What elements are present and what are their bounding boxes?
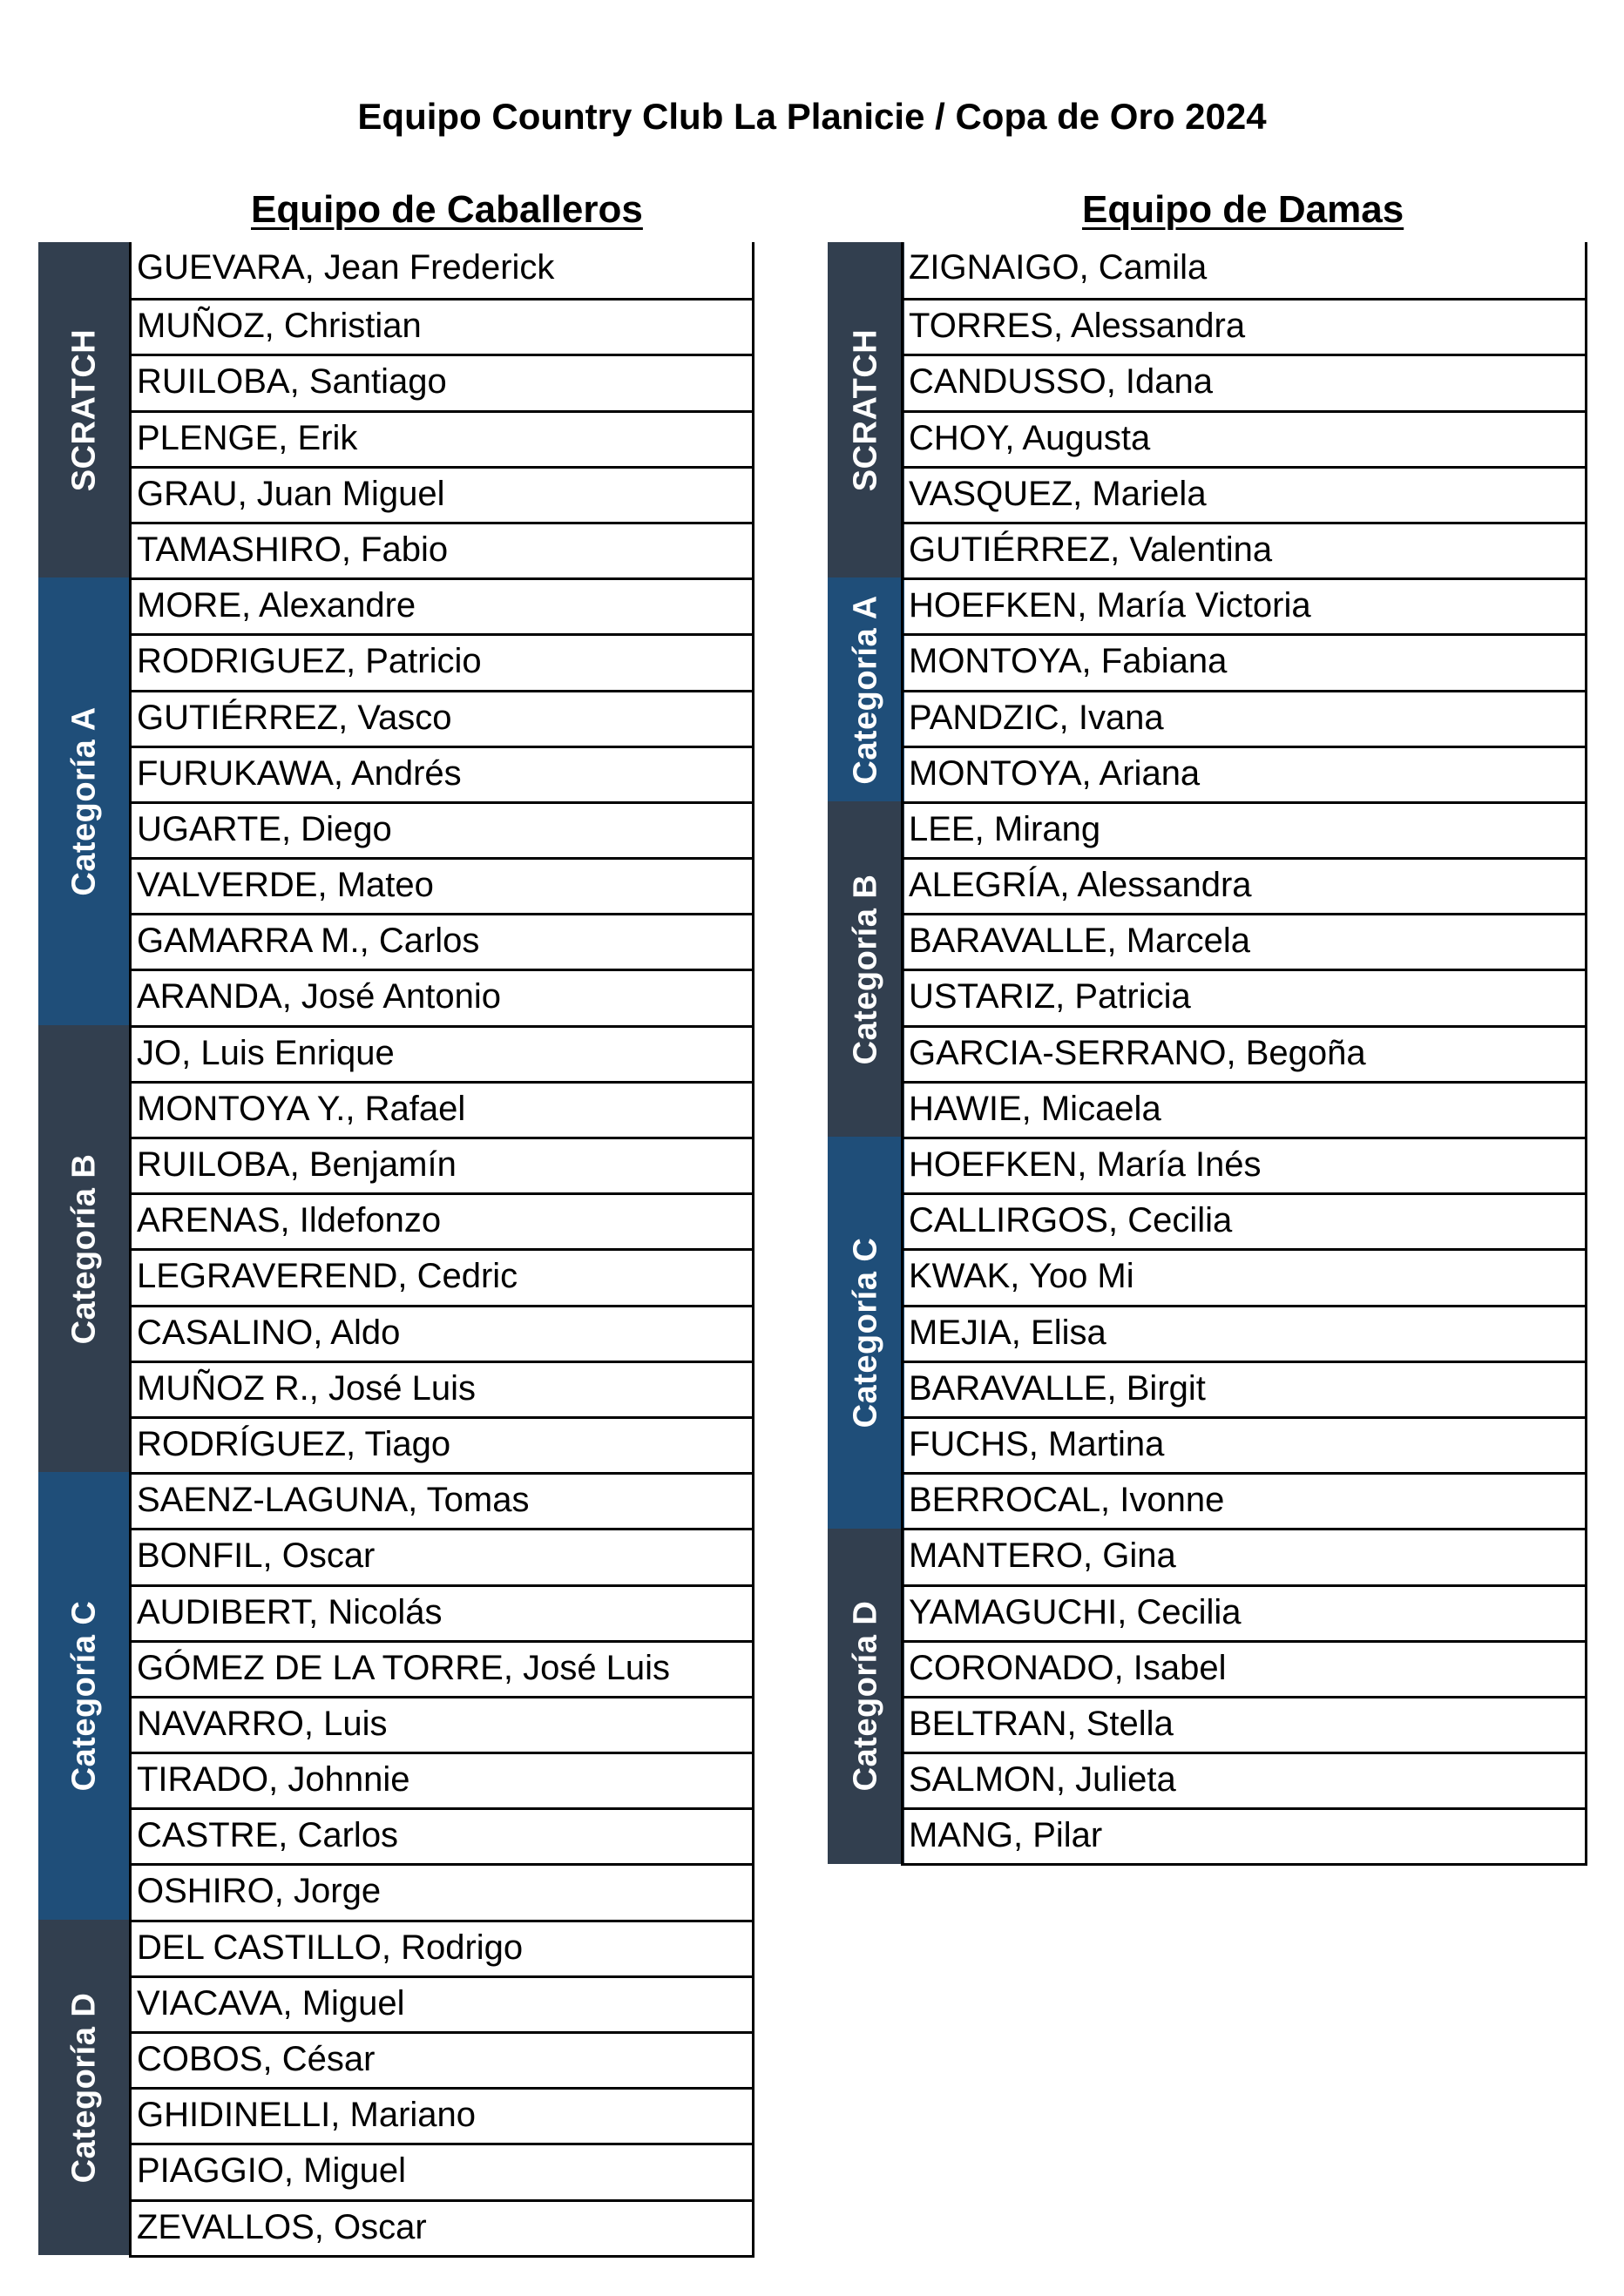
player-row: PIAGGIO, Miguel bbox=[132, 2143, 752, 2198]
player-row: MUÑOZ R., José Luis bbox=[132, 1361, 752, 1416]
player-row: VALVERDE, Mateo bbox=[132, 857, 752, 913]
player-row: KWAK, Yoo Mi bbox=[903, 1248, 1585, 1304]
player-row: ALEGRÍA, Alessandra bbox=[903, 857, 1585, 913]
player-row: YAMAGUCHI, Cecilia bbox=[903, 1584, 1585, 1640]
player-row: BELTRAN, Stella bbox=[903, 1696, 1585, 1752]
player-row: MUÑOZ, Christian bbox=[132, 298, 752, 354]
player-row: TIRADO, Johnnie bbox=[132, 1752, 752, 1807]
player-row: MONTOYA, Fabiana bbox=[903, 633, 1585, 689]
player-row: NAVARRO, Luis bbox=[132, 1696, 752, 1752]
player-row: MEJIA, Elisa bbox=[903, 1305, 1585, 1361]
women-player-list bbox=[901, 242, 1587, 1866]
page-title: Equipo Country Club La Planicie / Copa de Oro 2024 bbox=[357, 96, 1267, 137]
player-row: MONTOYA, Ariana bbox=[903, 746, 1585, 801]
men-category-band bbox=[38, 1472, 131, 1920]
player-row: ARANDA, José Antonio bbox=[132, 969, 752, 1024]
player-row: RUILOBA, Santiago bbox=[132, 354, 752, 409]
player-row: TAMASHIRO, Fabio bbox=[132, 522, 752, 577]
men-player-list bbox=[129, 242, 754, 2258]
men-category-label: Categoría A bbox=[65, 706, 103, 896]
player-row: LEE, Mirang bbox=[903, 801, 1585, 857]
player-row: BERROCAL, Ivonne bbox=[903, 1472, 1585, 1528]
player-row: HAWIE, Micaela bbox=[903, 1081, 1585, 1137]
men-category-band bbox=[38, 1920, 131, 2255]
women-category-label: Categoría A bbox=[847, 594, 884, 785]
player-row: GRAU, Juan Miguel bbox=[132, 466, 752, 522]
player-row: ARENAS, Ildefonzo bbox=[132, 1192, 752, 1248]
men-category-band bbox=[38, 242, 131, 577]
player-row: BARAVALLE, Marcela bbox=[903, 913, 1585, 969]
player-row: MORE, Alexandre bbox=[132, 577, 752, 633]
player-row: GARCIA-SERRANO, Begoña bbox=[903, 1025, 1585, 1081]
men-category-label: Categoría C bbox=[65, 1600, 103, 1792]
player-row: CASTRE, Carlos bbox=[132, 1807, 752, 1863]
player-row: HOEFKEN, María Victoria bbox=[903, 577, 1585, 633]
player-row: CALLIRGOS, Cecilia bbox=[903, 1192, 1585, 1248]
player-row: GUTIÉRREZ, Valentina bbox=[903, 522, 1585, 577]
player-row: PANDZIC, Ivana bbox=[903, 690, 1585, 746]
player-row: LEGRAVEREND, Cedric bbox=[132, 1248, 752, 1304]
player-row: USTARIZ, Patricia bbox=[903, 969, 1585, 1024]
player-row: AUDIBERT, Nicolás bbox=[132, 1584, 752, 1640]
women-category-label: SCRATCH bbox=[847, 328, 884, 491]
player-row: HOEFKEN, María Inés bbox=[903, 1137, 1585, 1192]
player-row: MANTERO, Gina bbox=[903, 1528, 1585, 1584]
men-category-band bbox=[38, 577, 131, 1025]
player-row: OSHIRO, Jorge bbox=[132, 1863, 752, 1919]
player-row: GÓMEZ DE LA TORRE, José Luis bbox=[132, 1640, 752, 1696]
player-row: TORRES, Alessandra bbox=[903, 298, 1585, 354]
player-row: ZIGNAIGO, Camila bbox=[909, 248, 1208, 287]
player-row: BONFIL, Oscar bbox=[132, 1528, 752, 1584]
player-row: CANDUSSO, Idana bbox=[903, 354, 1585, 409]
player-row: DEL CASTILLO, Rodrigo bbox=[132, 1920, 752, 1975]
player-row: RODRIGUEZ, Patricio bbox=[132, 633, 752, 689]
player-row: GUEVARA, Jean Frederick bbox=[137, 248, 555, 287]
women-category-band bbox=[828, 1529, 904, 1864]
player-row: UGARTE, Diego bbox=[132, 801, 752, 857]
player-row: CHOY, Augusta bbox=[903, 410, 1585, 466]
player-row: SAENZ-LAGUNA, Tomas bbox=[132, 1472, 752, 1528]
player-row: FUCHS, Martina bbox=[903, 1416, 1585, 1472]
player-row: VASQUEZ, Mariela bbox=[903, 466, 1585, 522]
women-category-label: Categoría C bbox=[847, 1237, 884, 1428]
men-category-label: SCRATCH bbox=[65, 328, 103, 491]
player-row: MANG, Pilar bbox=[903, 1807, 1585, 1863]
women-category-band bbox=[828, 242, 904, 577]
player-row: RODRÍGUEZ, Tiago bbox=[132, 1416, 752, 1472]
women-category-label: Categoría D bbox=[847, 1600, 884, 1792]
women-category-band bbox=[828, 801, 904, 1137]
player-row: GAMARRA M., Carlos bbox=[132, 913, 752, 969]
player-row: RUILOBA, Benjamín bbox=[132, 1137, 752, 1192]
player-row: GUTIÉRREZ, Vasco bbox=[132, 690, 752, 746]
player-row: GHIDINELLI, Mariano bbox=[132, 2087, 752, 2143]
player-row: FURUKAWA, Andrés bbox=[132, 746, 752, 801]
player-row: ZEVALLOS, Oscar bbox=[132, 2199, 752, 2255]
men-category-label: Categoría D bbox=[65, 1992, 103, 2183]
player-row: JO, Luis Enrique bbox=[132, 1025, 752, 1081]
men-team-heading: Equipo de Caballeros bbox=[251, 188, 643, 231]
women-category-band bbox=[828, 577, 904, 801]
player-row: PLENGE, Erik bbox=[132, 410, 752, 466]
player-row: MONTOYA Y., Rafael bbox=[132, 1081, 752, 1137]
men-category-label: Categoría B bbox=[65, 1153, 103, 1344]
player-row: BARAVALLE, Birgit bbox=[903, 1361, 1585, 1416]
player-row: VIACAVA, Miguel bbox=[132, 1975, 752, 2031]
women-category-label: Categoría B bbox=[847, 874, 884, 1064]
women-team-heading: Equipo de Damas bbox=[1082, 188, 1404, 231]
men-category-band bbox=[38, 1025, 131, 1473]
player-row: CASALINO, Aldo bbox=[132, 1305, 752, 1361]
player-row: COBOS, César bbox=[132, 2031, 752, 2087]
player-row: CORONADO, Isabel bbox=[903, 1640, 1585, 1696]
player-row: SALMON, Julieta bbox=[903, 1752, 1585, 1807]
women-category-band bbox=[828, 1137, 904, 1528]
